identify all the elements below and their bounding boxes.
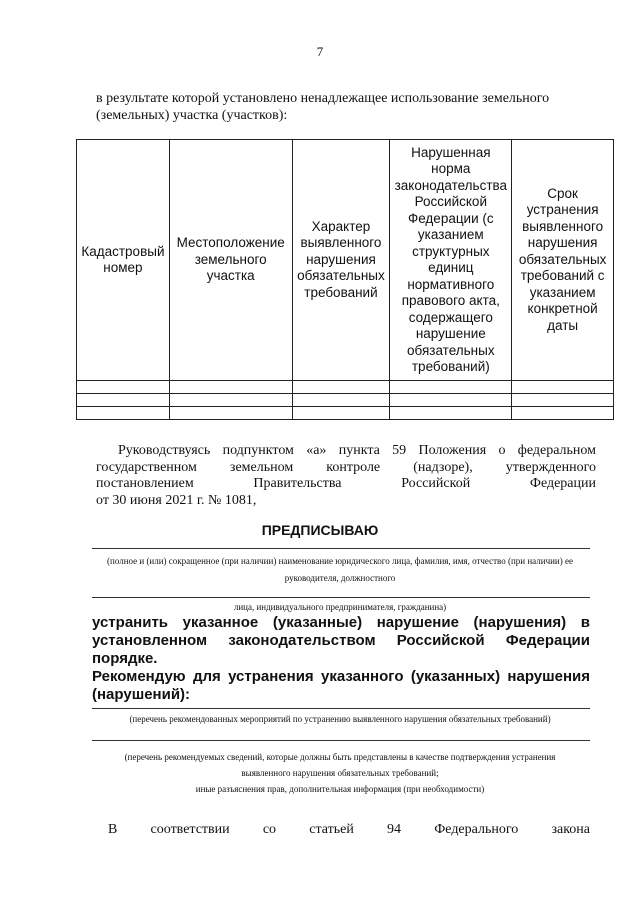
measures-fill-line	[92, 708, 590, 709]
table-row	[77, 407, 614, 420]
legal-basis-paragraph	[96, 443, 596, 509]
entity-caption-3: лица, индивидуального предпринимателя, гражданина)	[233, 602, 447, 612]
entity-fill-line-2	[92, 597, 590, 598]
table-row	[77, 394, 614, 407]
order-line: (нарушений):	[92, 686, 191, 703]
order-line: устранить указанное (указанные) нарушение (нарушения) в	[92, 614, 590, 631]
order-line: установленном законодательством Российской Федерации порядке.	[92, 632, 590, 667]
entity-caption-2: руководителя, должностного	[284, 573, 396, 583]
closing-paragraph: В соответствии со статьей 94 Федерального закона	[108, 822, 590, 837]
order-body	[92, 614, 590, 704]
violations-table	[76, 139, 614, 420]
page-number: 7	[316, 44, 324, 59]
basis-line: Руководствуясь подпунктом «а» пункта 59 Положения о федеральном	[118, 443, 596, 458]
measures-caption: (перечень рекомендованных мероприятий по устранению выявленного нарушения обязательных требований)	[129, 714, 551, 724]
info-caption-1: (перечень рекомендуемых сведений, которые должны быть представлены в качестве подтверждения устранения	[124, 752, 556, 762]
header-location: Местоположение земельного участка	[169, 140, 292, 381]
intro-paragraph: в результате которой установлено ненадлежащее использование земельного (земельных) участка (участков):	[96, 91, 550, 123]
header-cadastral-number: Кадастровый номер	[77, 140, 170, 381]
basis-line: от 30 июня 2021 г. № 1081,	[96, 492, 257, 508]
info-caption-3: иные разъяснения прав, дополнительная информация (при необходимости)	[195, 784, 485, 794]
basis-line: государственном земельном контроле (надзоре), утвержденного	[96, 459, 596, 475]
basis-line: постановлением Правительства Российской Федерации	[96, 476, 596, 491]
header-deadline: Срок устранения выявленного нарушения обязательных требований с указанием конкретной даты	[512, 140, 614, 381]
header-violated-norm: Нарушенная норма законодательства Российской Федерации (с указанием структурных единиц нормативного правового акта, содержащего нарушение обязательных требований)	[390, 140, 512, 381]
order-heading: ПРЕДПИСЫВАЮ	[261, 522, 379, 538]
table-row	[77, 381, 614, 394]
info-caption-2: выявленного нарушения обязательных требований;	[241, 768, 439, 778]
entity-caption-1: (полное и (или) сокращенное (при наличии) наименование юридического лица, фамилия, имя, отчество (при наличии) ее	[107, 556, 573, 566]
table-header-row	[77, 140, 614, 381]
entity-fill-line	[92, 548, 590, 549]
order-line: Рекомендую для устранения указанного (указанных) нарушения	[92, 668, 590, 685]
header-violation-nature: Характер выявленного нарушения обязательных требований	[292, 140, 390, 381]
info-fill-line	[92, 740, 590, 741]
